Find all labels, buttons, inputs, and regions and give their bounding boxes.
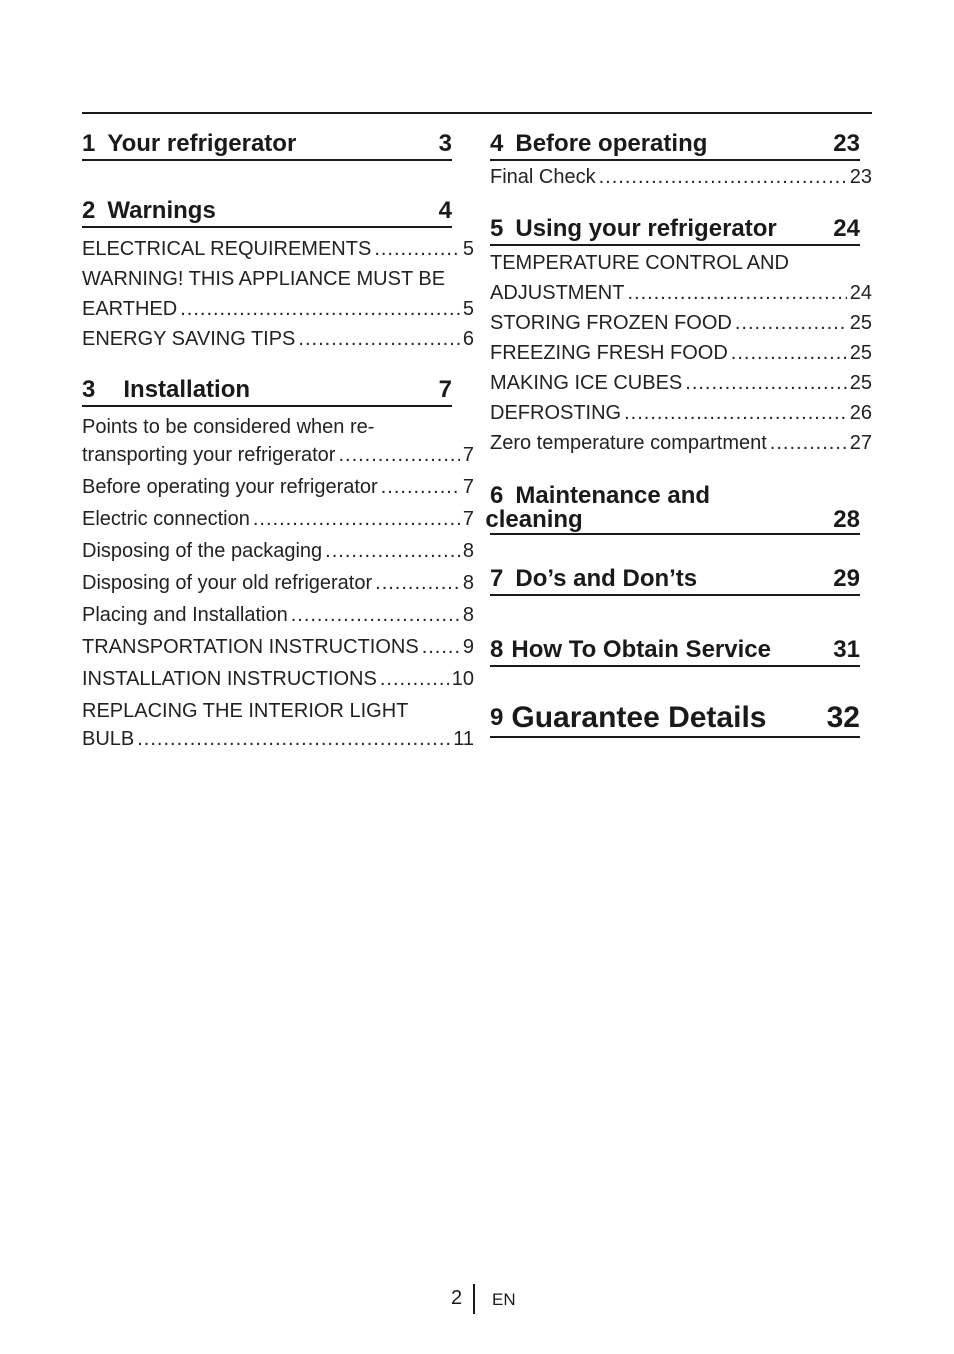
page-number: 2	[451, 1287, 463, 1309]
toc-entry[interactable]: STORING FROZEN FOOD ..... 25	[490, 308, 872, 338]
toc-entry[interactable]: DEFROSTING ..... 26	[490, 398, 872, 428]
section-page: 32	[826, 701, 860, 734]
toc-section-7	[490, 565, 872, 596]
section-number: 5	[490, 215, 504, 242]
section-title: Before operating	[515, 130, 708, 157]
section-page: 7	[438, 376, 452, 403]
toc-entries	[490, 163, 872, 191]
toc-entry[interactable]: Final Check ..... 23	[490, 163, 872, 191]
section-title: Do’s and Don’ts	[515, 565, 698, 592]
section-title: Guarantee Details	[511, 701, 767, 734]
section-title: Maintenance and	[515, 482, 711, 509]
toc-section-heading[interactable]	[490, 701, 860, 738]
toc-entry[interactable]: Points to be considered when re- transporting your refrigerator ..... 7	[82, 413, 474, 469]
section-page: 28	[833, 506, 860, 533]
toc-entry[interactable]: Before operating your refrigerator ..... 7	[82, 473, 474, 501]
section-title: How To Obtain Service	[511, 636, 771, 663]
section-number: 2	[82, 197, 96, 224]
toc-column-left	[82, 130, 474, 753]
section-page: 23	[833, 130, 860, 157]
section-number: 3	[82, 376, 96, 403]
toc-entries	[490, 248, 872, 458]
toc-entry[interactable]: REPLACING THE INTERIOR LIGHT BULB ..... 11	[82, 697, 474, 753]
toc-section-heading[interactable]	[490, 215, 860, 246]
toc-section-heading[interactable]	[490, 636, 860, 667]
toc-entry[interactable]: Disposing of your old refrigerator ..... 8	[82, 569, 474, 597]
toc-entry[interactable]: Disposing of the packaging ..... 8	[82, 537, 474, 565]
toc-section-8	[490, 636, 872, 667]
toc-entry[interactable]: ENERGY SAVING TIPS ..... 6	[82, 324, 474, 354]
toc-entry[interactable]: Zero temperature compartment ..... 27	[490, 428, 872, 458]
toc-entry[interactable]: ELECTRICAL REQUIREMENTS ..... 5	[82, 234, 474, 264]
footer-divider	[473, 1284, 475, 1314]
section-title-continued: cleaning	[485, 506, 583, 533]
toc-section-9	[490, 701, 872, 738]
page-footer	[0, 1284, 954, 1314]
toc-entry[interactable]: TEMPERATURE CONTROL AND ADJUSTMENT ..... 24	[490, 248, 872, 308]
toc-section-4	[490, 130, 872, 191]
toc-entry[interactable]: Placing and Installation ..... 8	[82, 601, 474, 629]
toc-column-right	[485, 130, 872, 738]
toc-section-6	[485, 482, 872, 535]
section-page: 31	[833, 636, 860, 663]
section-page: 29	[833, 565, 860, 592]
toc-entries	[82, 413, 474, 753]
toc-section-3	[82, 376, 474, 753]
section-title: Your refrigerator	[107, 130, 297, 157]
toc-entry[interactable]: WARNING! THIS APPLIANCE MUST BE EARTHED ..... 5	[82, 264, 474, 324]
section-number: 4	[490, 130, 504, 157]
toc-section-2	[82, 197, 474, 354]
section-number: 1	[82, 130, 96, 157]
section-title: Using your refrigerator	[515, 215, 777, 242]
toc-section-heading[interactable]	[82, 197, 452, 228]
toc-entry[interactable]: MAKING ICE CUBES ..... 25	[490, 368, 872, 398]
section-number: 6	[490, 482, 504, 509]
toc-section-1	[82, 130, 474, 161]
toc-section-heading[interactable]	[82, 130, 452, 161]
toc-section-heading[interactable]	[485, 482, 860, 535]
toc-entries	[82, 234, 474, 354]
toc-entry[interactable]: INSTALLATION INSTRUCTIONS ..... 10	[82, 665, 474, 693]
toc-section-5	[490, 215, 872, 458]
section-number: 8	[490, 636, 504, 663]
section-number: 7	[490, 565, 504, 592]
section-title: Installation	[123, 376, 251, 403]
top-rule	[82, 112, 872, 114]
section-number: 9	[490, 704, 504, 731]
toc-entry[interactable]: TRANSPORTATION INSTRUCTIONS ..... 9	[82, 633, 474, 661]
toc-entry[interactable]: Electric connection ..... 7	[82, 505, 474, 533]
section-page: 24	[833, 215, 860, 242]
section-page: 3	[438, 130, 452, 157]
toc-section-heading[interactable]	[490, 130, 860, 161]
toc-section-heading[interactable]	[490, 565, 860, 596]
toc-section-heading[interactable]	[82, 376, 452, 407]
section-page: 4	[438, 197, 452, 224]
toc-entry[interactable]: FREEZING FRESH FOOD ..... 25	[490, 338, 872, 368]
language-code: EN	[492, 1290, 516, 1309]
section-title: Warnings	[107, 197, 216, 224]
